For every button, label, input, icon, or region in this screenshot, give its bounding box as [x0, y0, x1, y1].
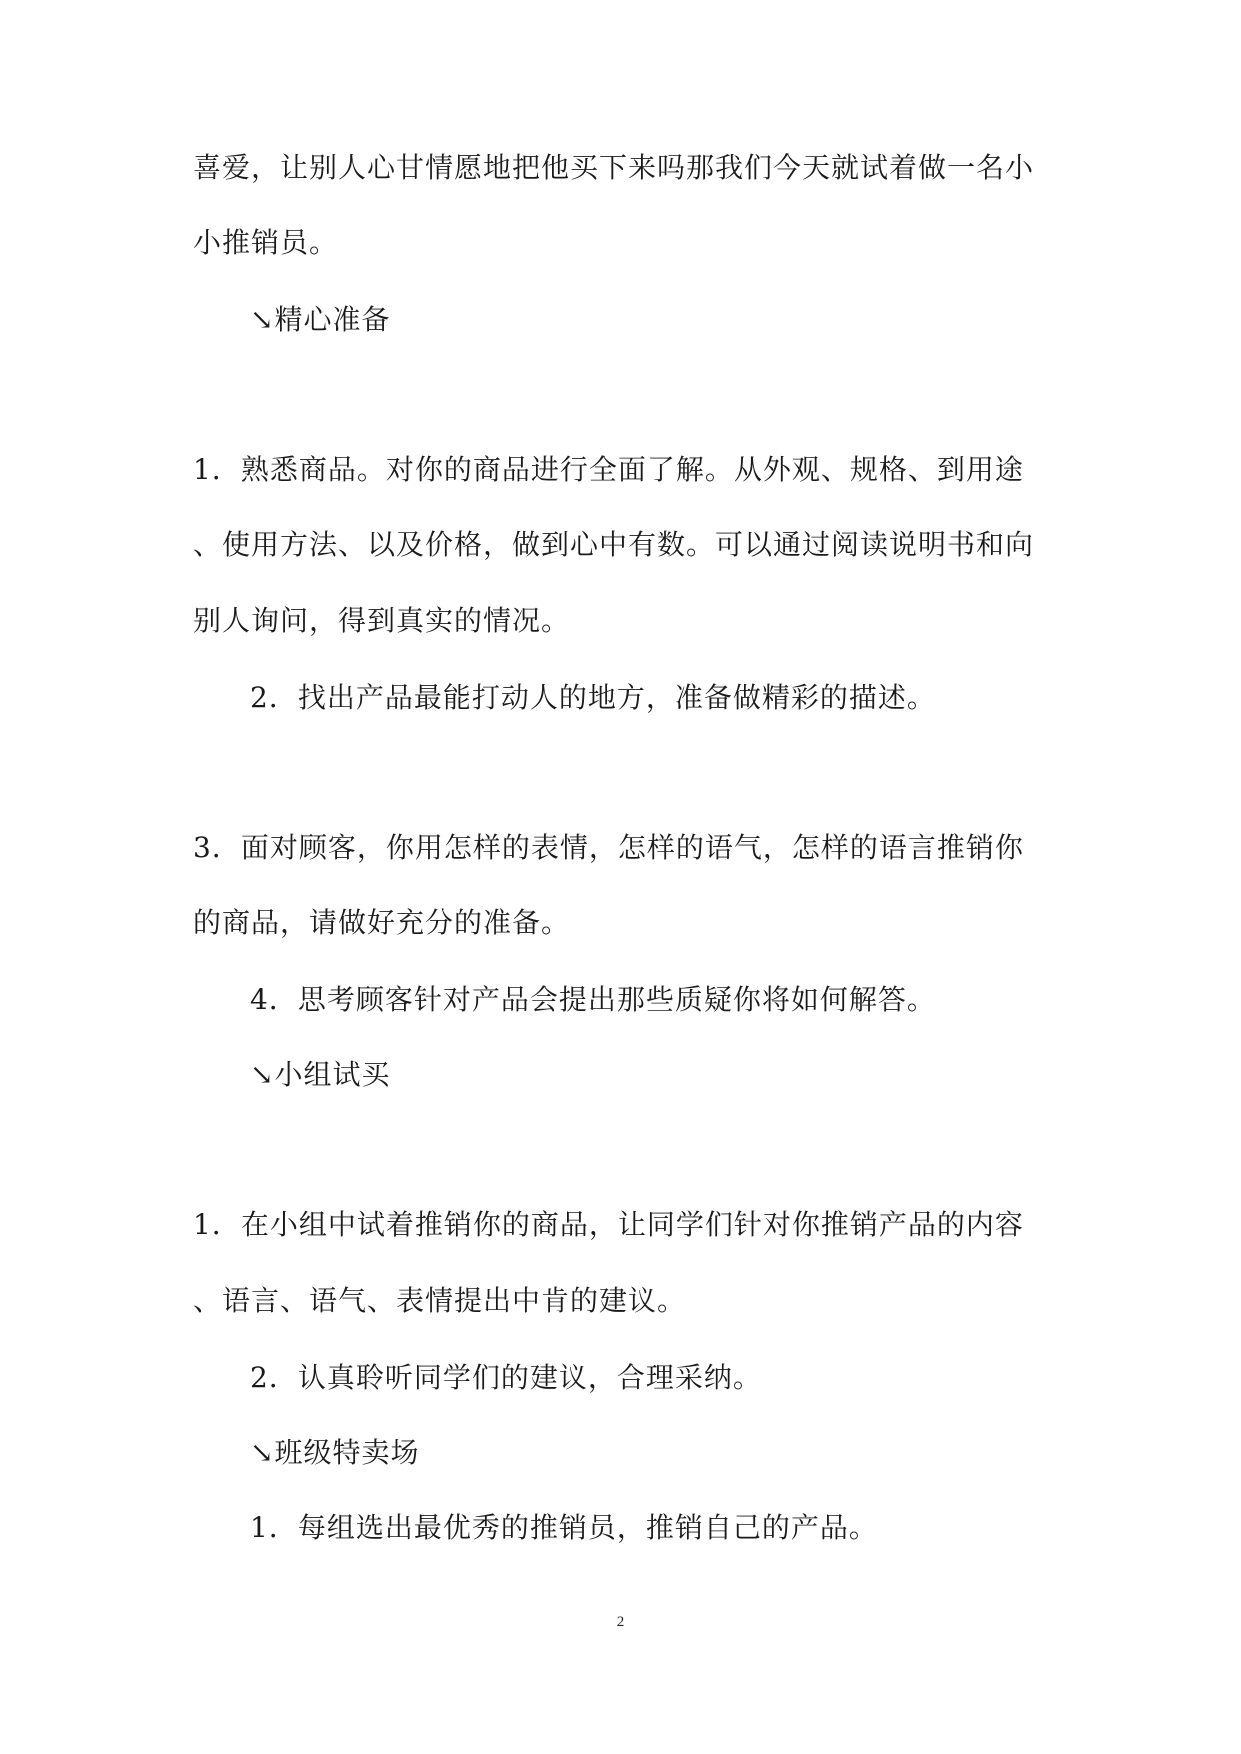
list-item: 2．找出产品最能打动人的地方，准备做精彩的描述。 [250, 681, 936, 714]
paragraph-line: 的商品，请做好充分的准备。 [193, 906, 571, 939]
paragraph-line: 小推销员。 [193, 226, 339, 259]
paragraph-line: 、语言、语气、表情提出中肯的建议。 [193, 1284, 687, 1317]
section-heading: ↘精心准备 [250, 303, 391, 336]
list-item: 1．每组选出最优秀的推销员，推销自己的产品。 [250, 1511, 878, 1544]
list-item: 1．熟悉商品。对你的商品进行全面了解。从外观、规格、到用途 [193, 453, 1024, 486]
paragraph-line: 喜爱，让别人心甘情愿地把他买下来吗那我们今天就试着做一名小 [193, 151, 1035, 184]
paragraph-line: 、使用方法、以及价格，做到心中有数。可以通过阅读说明书和向 [193, 528, 1035, 561]
paragraph-line: 别人询问，得到真实的情况。 [193, 604, 571, 637]
list-item: 2．认真聆听同学们的建议，合理采纳。 [250, 1361, 762, 1394]
list-item: 1．在小组中试着推销你的商品，让同学们针对你推销产品的内容 [193, 1208, 1024, 1241]
section-heading: ↘班级特卖场 [250, 1436, 420, 1469]
list-item: 4．思考顾客针对产品会提出那些质疑你将如何解答。 [250, 983, 936, 1016]
page-number: 2 [616, 1614, 625, 1630]
section-heading: ↘小组试买 [250, 1058, 391, 1091]
list-item: 3．面对顾客，你用怎样的表情，怎样的语气，怎样的语言推销你 [193, 831, 1024, 864]
